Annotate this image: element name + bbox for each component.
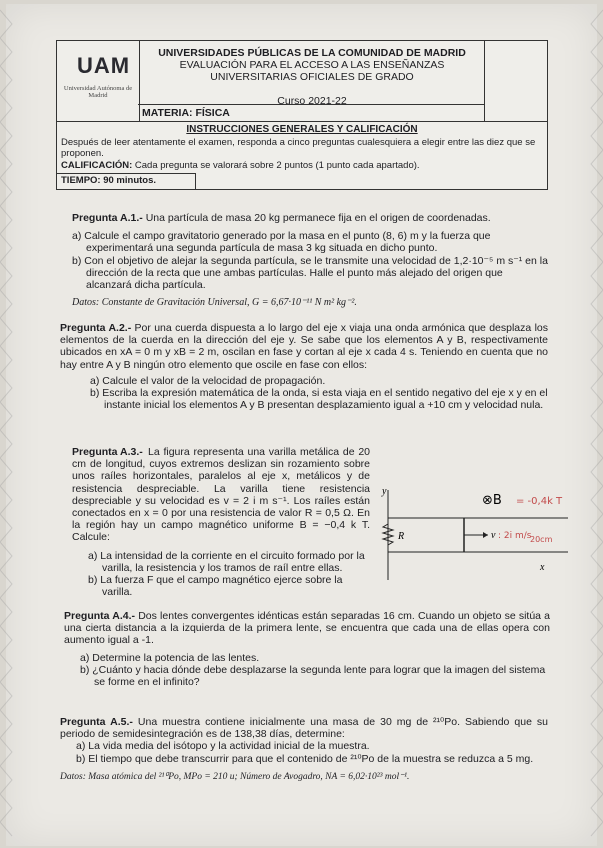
course-year: Curso 2021-22: [277, 95, 347, 107]
grading-line: [61, 160, 543, 172]
header-line-2: EVALUACIÓN PARA EL ACCESO A LAS ENSEÑANZAS: [179, 59, 445, 71]
question-a4-statement: [64, 610, 550, 647]
question-a5-data: Datos: Masa atómica del ²¹⁰Po, MPo = 210 u; Número de Avogadro, NA = 6,02·10²³ mol⁻¹.: [60, 771, 410, 782]
question-a1-statement: [72, 212, 550, 224]
question-a3-title: Pregunta A.3.-: [72, 446, 143, 458]
logo-subtitle: Universidad Autónoma de Madrid: [63, 85, 133, 99]
grading-label: CALIFICACIÓN:: [61, 159, 133, 171]
question-a5-statement: [60, 716, 548, 740]
question-a4-part-b: b) ¿Cuánto y hacia dónde debe desplazarse la segunda lente para lograr que la imagen del sistema se forme en el infinito?: [80, 663, 546, 689]
question-a2-part-b: b) Escriba la expresión matemática de la onda, si esta viaja en el sentido negativo del eje x y en el instante inicial los elementos A y B presentan desplazamiento igual a +10 cm y velocidad nula.: [90, 387, 548, 412]
question-a3-text-wrap: [72, 446, 370, 598]
velocity-arrowhead: [483, 532, 488, 538]
question-a1-text: Una partícula de masa 20 kg permanece fija en el origen de coordenadas.: [145, 212, 491, 224]
handwritten-field-value: = -0,4k T: [516, 496, 563, 507]
question-a5-text: Una muestra contiene inicialmente una masa de 30 mg de ²¹⁰Po. Sabiendo que su periodo de semidesintegración es de 138,38 días, determine:: [60, 716, 548, 741]
instructions-title: INSTRUCCIONES GENERALES Y CALIFICACIÓN: [186, 124, 418, 135]
university-logo: [57, 41, 140, 121]
y-axis-label: y: [382, 486, 387, 497]
question-a5-title: Pregunta A.5.-: [60, 716, 133, 728]
question-a4-part-a: a) Determine la potencia de las lentes.: [80, 651, 260, 664]
question-a4-text: Dos lentes convergentes idénticas están separadas 16 cm. Cuando un objeto se sitúa a una cierta distancia a la izquierda de la primera lente, se encuentra que cada una de ellas opera con aumento igual a -1.: [64, 610, 551, 647]
question-a2-text: Por una cuerda dispuesta a lo largo del eje x viaja una onda armónica que desplaza los elementos de la cuerda en la dirección del eje y. Se sabe que los elementos A y B, respectivamente ubicados en xA = 0 m y xB = 2 m, oscilan en fase y cortan al eje x cada 4 s. Teniendo en cuenta que no hay entre A y B ningún otro elemento que oscile en fase con ellos:: [60, 322, 548, 371]
question-a4: [64, 610, 550, 688]
instructions-box: [56, 122, 548, 190]
rail-diagram: [372, 478, 572, 588]
question-a5-part-a: a) La vida media del isótopo y la actividad inicial de la muestra.: [76, 740, 370, 753]
grading-text: Cada pregunta se valorará sobre 2 puntos (1 punto cada apartado).: [134, 159, 420, 171]
question-a1-title: Pregunta A.1.-: [72, 212, 143, 224]
question-a1-data: Datos: Constante de Gravitación Universal, G = 6,67·10⁻¹¹ N m² kg⁻².: [72, 297, 357, 309]
header-box: [56, 40, 548, 122]
handwritten-length: 20cm: [530, 535, 553, 544]
x-axis-label: x: [540, 562, 545, 573]
header-line-3: UNIVERSITARIAS OFICIALES DE GRADO: [210, 71, 414, 83]
question-a3-part-b: b) La fuerza F que el campo magnético ejerce sobre la varilla.: [88, 574, 343, 599]
question-a2-statement: [60, 322, 548, 371]
magnetic-field-label: ⊗B: [482, 493, 502, 508]
question-a5-part-b: b) El tiempo que debe transcurrir para que el contenido de ²¹⁰Po de la muestra se reduzca a 5 mg.: [76, 752, 534, 765]
handwritten-velocity: : 2i m/s: [498, 531, 532, 541]
question-a2-part-a: a) Calcule el valor de la velocidad de propagación.: [90, 374, 326, 387]
instructions-text: Después de leer atentamente el examen, responda a cinco preguntas cualesquiera a elegir entre las diez que se proponen.: [61, 136, 536, 159]
subject-label: MATERIA: FÍSICA: [138, 104, 485, 121]
question-a4-title: Pregunta A.4.-: [64, 610, 136, 622]
resistor-label: R: [398, 531, 405, 542]
question-a1-part-a: a) Calcule el campo gravitatorio generado por la masa en el punto (8, 6) m y la fuerza que experimentará una segunda partícula de masa 3 kg situada en dicho punto.: [72, 230, 491, 255]
header-right-cell: [484, 41, 547, 121]
border-pattern-left: [0, 0, 18, 848]
question-a3-text: La figura representa una varilla metálica de 20 cm de longitud, cuyos extremos deslizan sin rozamiento sobre unos raíles horizontales, paralelos al eje x, metálicos y de resistencia despreciable. La varilla tiene resistencia despreciable y su velocidad es v = 2 i m s⁻¹. Los raíles están conectados en x = 0 por una resistencia de valor R = 0,5 Ω. En la región hay un campo magnético uniforme B = −0,4 k T. Calcule:: [72, 446, 370, 544]
question-a5: [60, 716, 548, 783]
header-line-1: UNIVERSIDADES PÚBLICAS DE LA COMUNIDAD DE MADRID: [158, 47, 466, 59]
logo-text: UAM: [77, 53, 131, 78]
question-a1: [72, 212, 550, 309]
question-a3-part-a: a) La intensidad de la corriente en el circuito formado por la varilla, la resistencia y los tramos de raíl entre ellas.: [88, 549, 365, 574]
question-a1-part-b: b) Con el objetivo de alejar la segunda partícula, se le transmite una velocidad de 1,2·10⁻⁵ m s⁻¹ en la dirección de la recta que une ambas partículas. Halle el punto más alejado del origen que alcanzará dicha partícula.: [72, 254, 548, 292]
border-pattern-right: [585, 0, 603, 848]
time-limit: TIEMPO: 90 minutos.: [57, 173, 196, 189]
question-a2: [60, 322, 548, 411]
exam-header: [56, 40, 548, 190]
question-a2-title: Pregunta A.2.-: [60, 322, 132, 334]
velocity-label: v: [491, 530, 496, 541]
